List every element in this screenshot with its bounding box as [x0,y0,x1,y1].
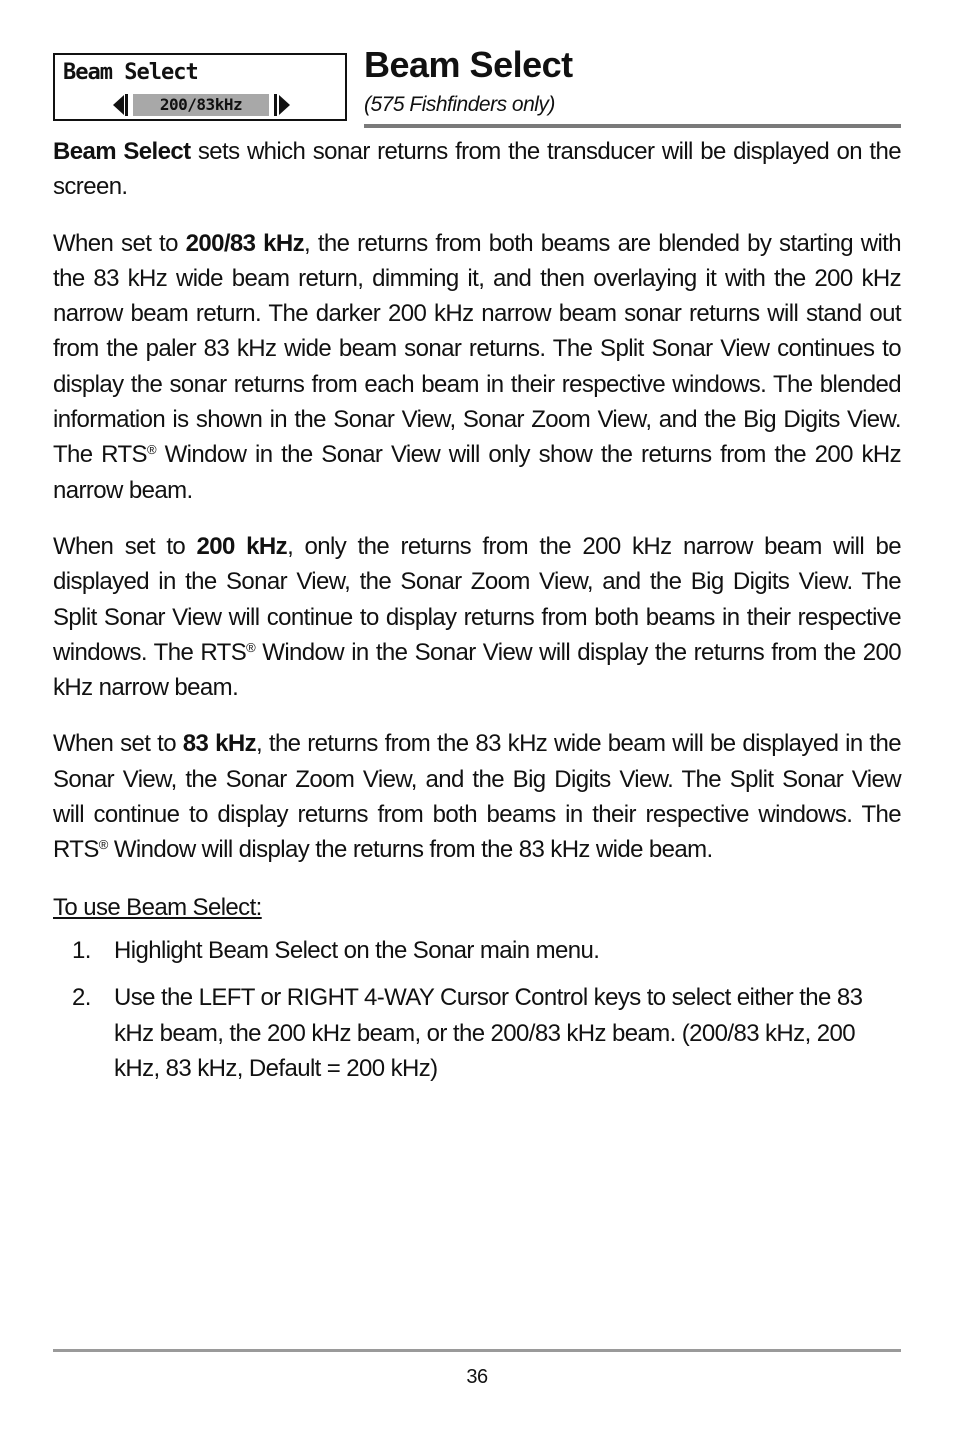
body-content [53,134,901,1098]
200khz-bold: 200 kHz [196,532,288,560]
menu-label: Beam Select [63,60,198,85]
left-arrow-icon [113,95,124,115]
howto-heading: To use Beam Select: [53,893,262,921]
83khz-text-b: Window will display the returns from the 83 kHz wide beam. [107,836,713,864]
page-subtitle: (575 Fishfinders only) [364,93,555,116]
registered-mark: ® [146,442,156,458]
left-arrow-bar [125,94,128,116]
title-divider [364,124,901,128]
menu-value-selector [113,93,293,117]
200khz-text-b: Window in the Sonar View will display the returns from the 200 kHz narrow beam. [53,638,901,702]
right-arrow-icon [279,95,290,115]
blended-text-a: , the returns from both beams are blended by starting with the 83 kHz wide beam return, dimming it, and then overlaying it with the 200 kHz narrow beam return. The darker 200 kHz narrow beam sonar returns will stand out from the paler 83 kHz wide beam sonar returns. The Split Sonar View continues to display the sonar returns from each beam in their respective windows. The blended information is shown in the Sonar View, Sonar Zoom View, and the Big Digits View. The RTS [53,229,901,469]
page-title: Beam Select [364,44,573,85]
beam-select-menu-screenshot [53,53,347,121]
blended-lead: When set to [53,229,186,257]
blended-text-b: Window in the Sonar View will only show the returns from the 200 kHz narrow beam. [53,441,902,504]
footer-divider [53,1349,901,1352]
steps-list [53,933,901,1086]
200khz-paragraph [53,529,901,705]
intro-bold: Beam Select [53,138,191,165]
83khz-paragraph [53,726,901,867]
step-text: Use the LEFT or RIGHT 4-WAY Cursor Control keys to select either the 83 kHz beam, the 200 kHz beam, or the 200/83 kHz beam. (200/83 kHz, 200 kHz, 83 kHz, Default = 200 kHz) [114,984,863,1082]
blended-paragraph [53,226,901,508]
intro-paragraph [53,134,901,205]
intro-text: sets which sonar returns from the transducer will be displayed on the screen. [53,138,901,201]
83khz-bold: 83 kHz [182,730,256,758]
menu-value: 200/83kHz [133,94,269,116]
registered-mark: ® [98,837,108,853]
list-item [53,980,901,1086]
83khz-text-a: , the returns from the 83 kHz wide beam will be displayed in the Sonar View, the Sonar Zoom View, and the Big Digits View. The Split Sonar View will continue to display returns from both beams in their respective windows. The RTS [53,730,901,864]
page-number: 36 [466,1366,488,1388]
step-number: 1. [72,936,91,964]
blended-bold: 200/83 kHz [185,229,305,257]
200khz-lead: When set to [53,532,197,560]
step-text: Highlight Beam Select on the Sonar main menu. [114,936,600,964]
200khz-text-a: , only the returns from the 200 kHz narrow beam will be displayed in the Sonar View, the Sonar Zoom View, and the Big Digits View. The Split Sonar View will continue to display returns from both beams in their respective windows. The RTS [53,532,901,666]
step-number: 2. [72,984,91,1012]
right-arrow-bar [274,94,277,116]
83khz-lead: When set to [53,730,183,758]
list-item [53,933,901,968]
registered-mark: ® [246,639,256,655]
